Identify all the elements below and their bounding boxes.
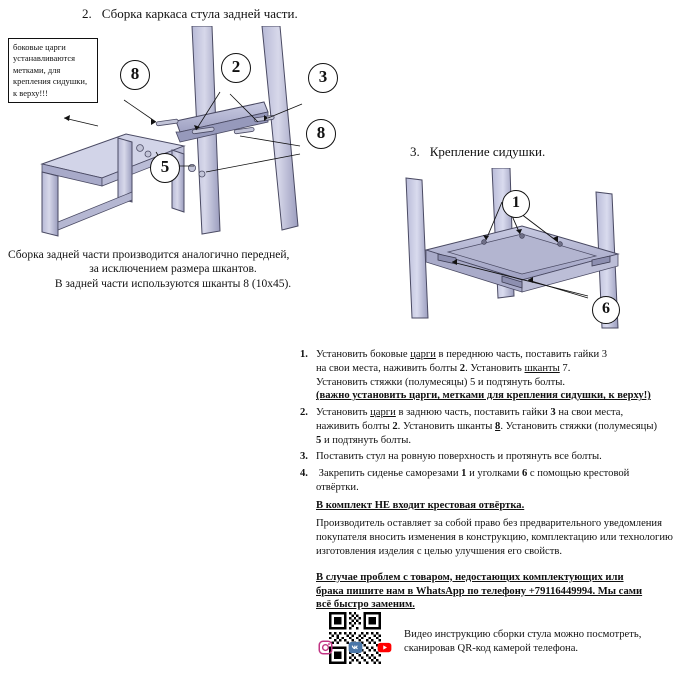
section-3-title: Крепление сидушки. [429, 144, 546, 159]
step-2-number: 2. [300, 407, 308, 419]
callout-bubble-5: 5 [150, 153, 180, 183]
step-1-text: Установить боковые царги в переднюю часть, поставить гайки 3 на свои места, наживить болты 2. Установить шканты 7. Установить стяжки (полумесяцы) 5 и подтянуть болты. (важно установить царги, метками для крепления сидушки, к верху!) [316, 349, 651, 402]
step-2-text: Установить царги в заднюю часть, поставить гайки 3 на свои места, наживить болты 2. Установить шканты 8. Установить стяжки (полумесяцы) 5 и подтянуть болты. [316, 407, 657, 446]
youtube-icon[interactable] [377, 640, 392, 655]
warranty-line-2: брака пишите нам в WhatsApp по телефону +79116449994. Мы сами [316, 585, 643, 597]
step-item-2 [300, 406, 696, 447]
section-2-title: Сборка каркаса стула задней части. [101, 6, 298, 21]
section-2-number: 2. [82, 6, 92, 21]
caption-line-3: В задней части используются шканты 8 (10х45). [54, 277, 292, 290]
vk-icon[interactable] [348, 640, 363, 655]
step-4-text: Закрепить сиденье саморезами 1 и уголками 6 с помощью крестовой отвёртки. [316, 468, 630, 493]
callout-bubble-8b: 8 [306, 119, 336, 149]
qr-text-line-2: сканировав QR-код камерой телефона. [404, 643, 579, 655]
caption-line-2: за исключением размера шкантов. [89, 263, 257, 276]
assembly-steps-list [300, 348, 696, 612]
callout-bubble-1: 1 [502, 190, 530, 218]
section-3-heading [410, 144, 545, 160]
warranty-notice [316, 571, 696, 613]
section-2-heading [82, 6, 298, 22]
qr-text-line-1: Видео инструкцию сборки стула можно посмотреть, [404, 629, 642, 640]
step-3-number: 3. [300, 451, 308, 463]
qr-code-image[interactable] [318, 612, 392, 664]
step-1-number: 1. [300, 349, 308, 360]
step-3-text: Поставить стул на ровную поверхность и протянуть все болты. [316, 451, 602, 463]
step-item-4 [300, 467, 696, 495]
seat-attachment-illustration [382, 168, 682, 338]
caption-line-1: Сборка задней части производится аналогично передней, [8, 249, 290, 261]
section-3-number: 3. [410, 144, 420, 159]
step-item-1 [300, 348, 696, 403]
warranty-line-3: всё быстро заменим. [316, 599, 415, 611]
instagram-icon[interactable] [318, 640, 333, 655]
callout-bubble-3: 3 [308, 63, 338, 93]
callout-bubble-6: 6 [592, 296, 620, 324]
side-rail-note-box: боковые царги устанавливаются метками, для крепления сидушки, к верху!!! [8, 38, 98, 103]
step-4-number: 4. [300, 468, 308, 480]
seat-attachment-svg [382, 168, 682, 338]
callout-bubble-8a: 8 [120, 60, 150, 90]
step-item-3 [300, 450, 696, 464]
callout-bubble-2: 2 [221, 53, 251, 83]
back-frame-caption [8, 248, 338, 291]
manufacturer-disclaimer: Производитель оставляет за собой право без предварительного уведомления покупателя вносить изменения в конструкцию, комплектацию или технологию изготовления изделия с целью улучшения его свойств. [316, 517, 673, 557]
warranty-line-1: В случае проблем с товаром, недостающих комплектующих или [316, 571, 624, 583]
no-screwdriver-notice: В комплект НЕ входит крестовая отвёртка. [316, 499, 525, 511]
social-links-row [318, 640, 392, 655]
qr-instruction-text [404, 628, 674, 657]
